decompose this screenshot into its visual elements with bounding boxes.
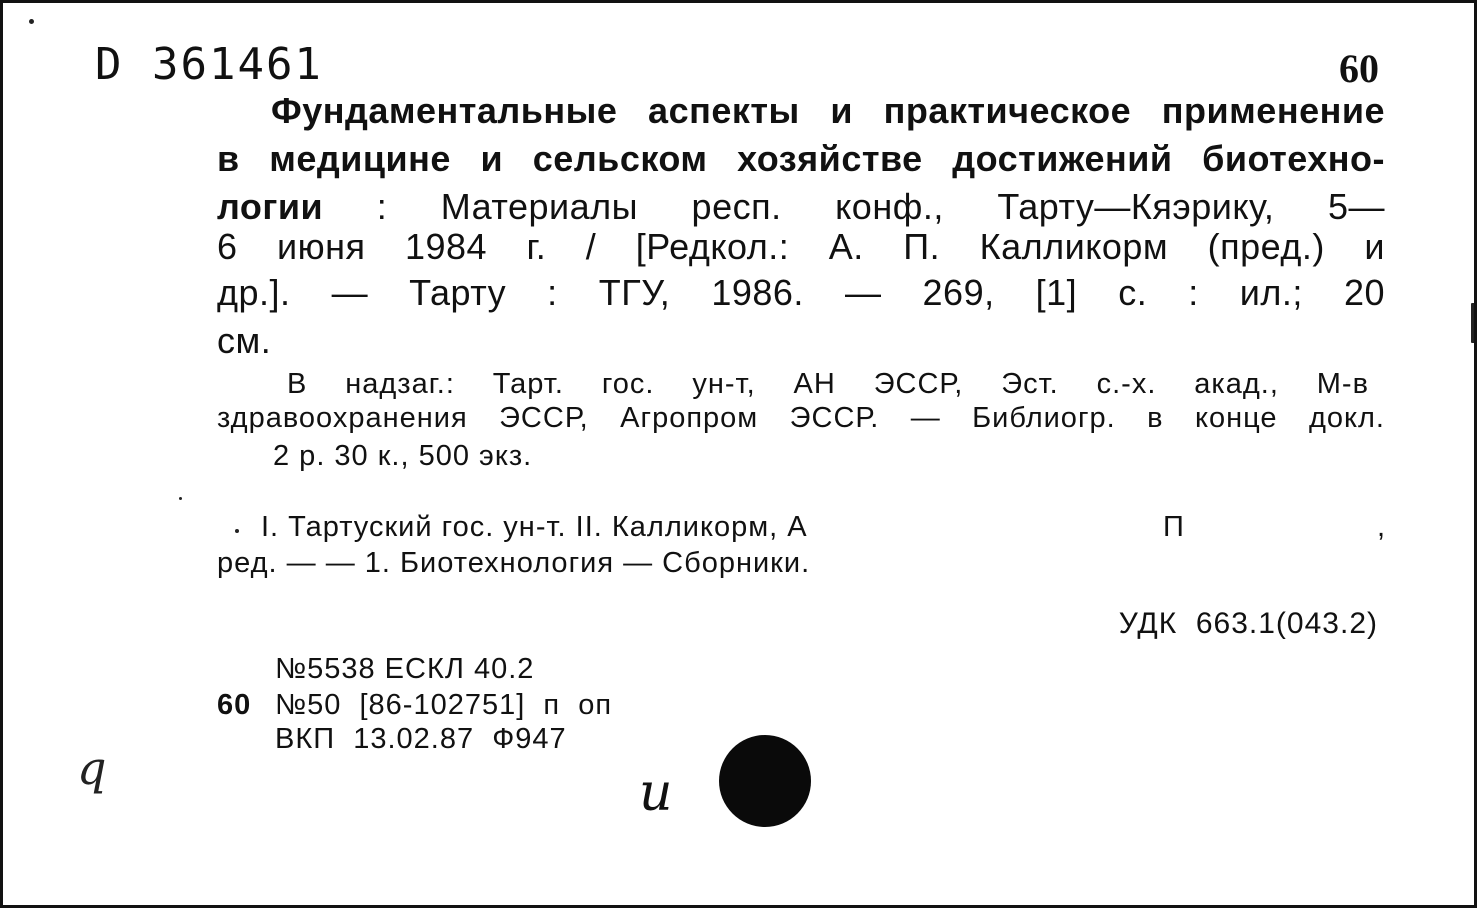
page-number: 60 [1339, 46, 1379, 91]
tracing-line-1: I. Тартуский гос. ун-т. II. Калликорм, А [261, 511, 808, 543]
note-line-3: 2 р. 30 к., 500 экз. [273, 440, 533, 472]
acquisition-prefix: 60 [217, 689, 252, 721]
title-line-1: Фундаментальные аспекты и практическое применение [271, 90, 1385, 131]
udk-code: УДК 663.1(043.2) [1118, 607, 1378, 640]
title-line-3-bold: логии [217, 186, 324, 227]
tracing-initial: П [1163, 511, 1185, 543]
title-line-4: 6 июня 1984 г. / [Редкол.: А. П. Калликорм (пред.) и [217, 226, 1385, 267]
edge-mark [1471, 303, 1475, 343]
title-line-2: в медицине и сельском хозяйстве достижений биотехно- [217, 138, 1385, 179]
title-line-6: см. [217, 320, 272, 361]
title-line-3-rest: : Материалы респ. конф., Тарту—Кяэрику, 5— [323, 186, 1385, 227]
speck [29, 19, 34, 24]
speck [179, 497, 182, 500]
note-line-1: В надзаг.: Тарт. гос. ун-т, АН ЭССР, Эст. с.-х. акад., М-в [287, 368, 1369, 400]
handwritten-mark-bottom: и [639, 763, 673, 823]
tracing-line-2: ред. — — 1. Биотехнология — Сборники. [217, 547, 811, 579]
tracing-comma: , [1377, 511, 1387, 543]
title-line-5: др.]. — Тарту : ТГУ, 1986. — 269, [1] с. : ил.; 20 [217, 272, 1385, 313]
note-line-2: здравоохранения ЭССР, Агропром ЭССР. — Библиогр. в конце докл. [217, 402, 1385, 434]
call-number: D 361461 [95, 39, 323, 90]
acquisition-line-1: №5538 ЕСКЛ 40.2 [275, 653, 535, 685]
speck [235, 529, 239, 533]
punch-hole [719, 735, 811, 827]
handwritten-mark-left: q [77, 741, 107, 795]
acquisition-line-2: №50 [86-102751] п оп [275, 689, 613, 721]
acquisition-line-3: ВКП 13.02.87 Ф947 [275, 723, 567, 755]
